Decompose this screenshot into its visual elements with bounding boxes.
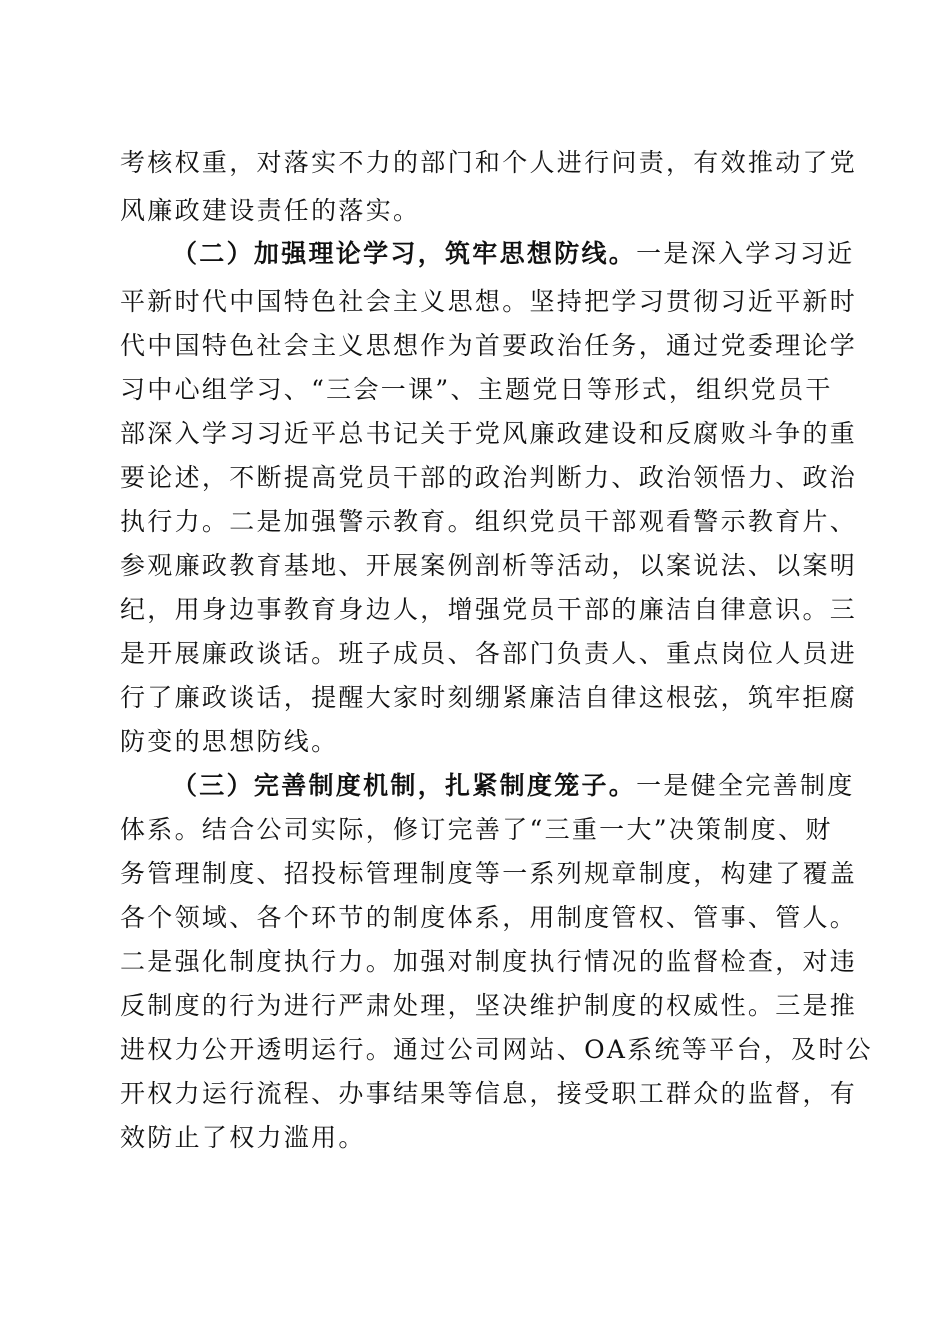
paragraph-2-line-12: 防变的思想防线。 xyxy=(120,727,339,756)
paragraph-2-first-line-text: 一是深入学习习近 xyxy=(636,239,855,268)
paragraph-3-line-2: 体系。结合公司实际，修订完善了“三重一大”决策制度、财 xyxy=(120,815,833,844)
section-heading-3: （三）完善制度机制，扎紧制度笼子。 xyxy=(172,771,637,800)
paragraph-2-first-line xyxy=(172,234,855,274)
paragraph-2-line-11: 行了廉政谈话，提醒大家时刻绷紧廉洁自律这根弦，筑牢拒腐 xyxy=(120,683,858,712)
paragraph-2-line-8: 参观廉政教育基地、开展案例剖析等活动，以案说法、以案明 xyxy=(120,551,858,580)
paragraph-3-line-7: 进权力公开透明运行。通过公司网站、OA系统等平台，及时公 xyxy=(120,1035,873,1064)
paragraph-2-line-2: 平新时代中国特色社会主义思想。坚持把学习贯彻习近平新时 xyxy=(120,287,858,316)
paragraph-2-line-6: 要论述，不断提高党员干部的政治判断力、政治领悟力、政治 xyxy=(120,463,858,492)
paragraph-1-line-1: 考核权重，对落实不力的部门和个人进行问责，有效推动了党 xyxy=(120,148,858,177)
paragraph-2-line-10: 是开展廉政谈话。班子成员、各部门负责人、重点岗位人员进 xyxy=(120,639,858,668)
paragraph-3-first-line xyxy=(172,766,855,806)
paragraph-2-line-5: 部深入学习习近平总书记关于党风廉政建设和反腐败斗争的重 xyxy=(120,419,858,448)
section-heading-2: （二）加强理论学习，筑牢思想防线。 xyxy=(172,239,637,268)
paragraph-2-line-4: 习中心组学习、“三会一课”、主题党日等形式，组织党员干 xyxy=(120,375,833,404)
paragraph-2-line-3: 代中国特色社会主义思想作为首要政治任务，通过党委理论学 xyxy=(120,331,858,360)
paragraph-2-line-9: 纪，用身边事教育身边人，增强党员干部的廉洁自律意识。三 xyxy=(120,595,858,624)
paragraph-3-line-8: 开权力运行流程、办事结果等信息，接受职工群众的监督，有 xyxy=(120,1079,858,1108)
paragraph-3-line-9: 效防止了权力滥用。 xyxy=(120,1123,366,1152)
paragraph-3-line-5: 二是强化制度执行力。加强对制度执行情况的监督检查，对违 xyxy=(120,947,858,976)
paragraph-1-line-2: 风廉政建设责任的落实。 xyxy=(120,196,421,225)
paragraph-3-line-6: 反制度的行为进行严肃处理，坚决维护制度的权威性。三是推 xyxy=(120,991,858,1020)
paragraph-3-line-3: 务管理制度、招投标管理制度等一系列规章制度，构建了覆盖 xyxy=(120,859,858,888)
paragraph-3-line-4: 各个领域、各个环节的制度体系，用制度管权、管事、管人。 xyxy=(120,903,858,932)
paragraph-3-first-line-text: 一是健全完善制度 xyxy=(636,771,855,800)
paragraph-2-line-7: 执行力。二是加强警示教育。组织党员干部观看警示教育片、 xyxy=(120,507,858,536)
